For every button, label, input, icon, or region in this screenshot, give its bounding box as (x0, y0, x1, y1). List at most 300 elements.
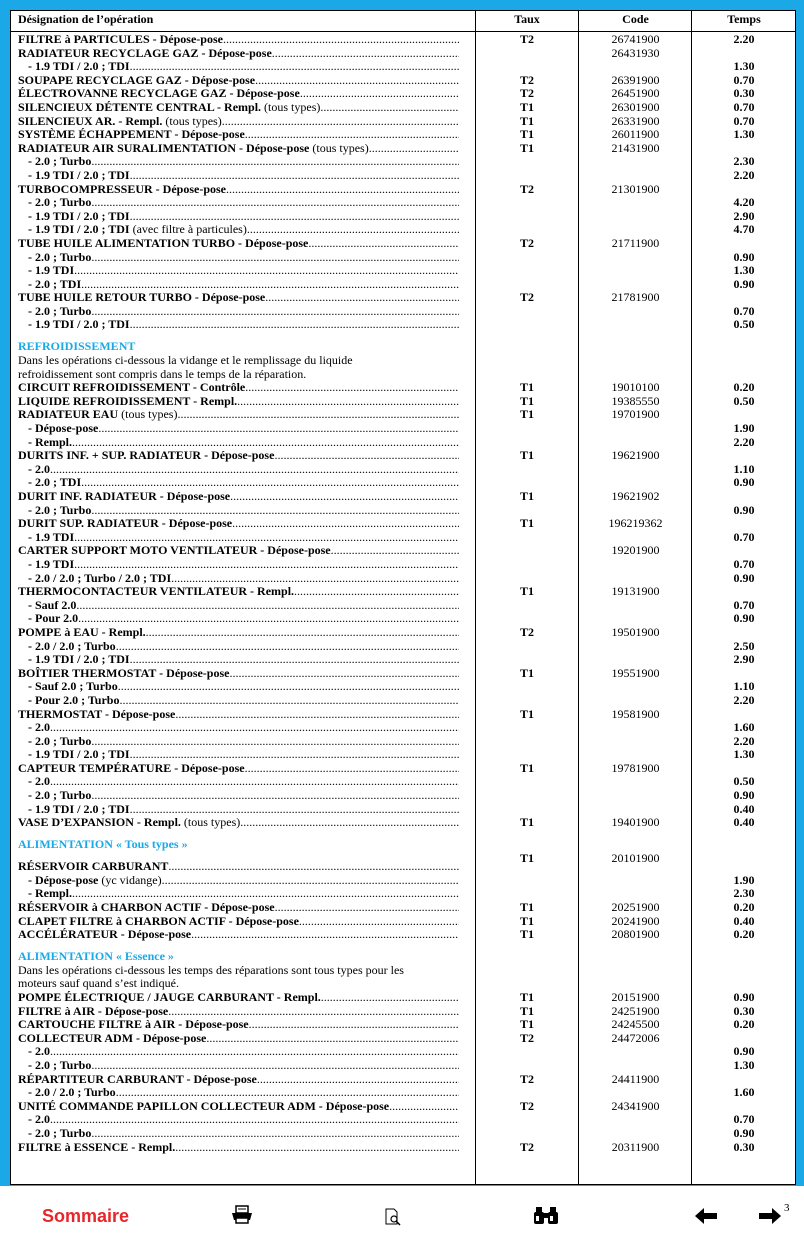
table-row (11, 463, 796, 477)
section-heading: REFROIDISSEMENT (18, 340, 136, 354)
operation-variant (28, 735, 459, 749)
sommaire-link[interactable]: Sommaire (42, 1206, 130, 1226)
operation-name (18, 395, 459, 409)
temps-cell: 0.20 (733, 927, 755, 942)
table-row (11, 572, 796, 586)
operation-label: - 1.9 TDI / 2.0 ; TDI (28, 748, 130, 762)
operation-name (18, 816, 459, 830)
temps-cell: 2.90 (733, 652, 755, 667)
code-cell: 19501900 (611, 624, 660, 639)
note-row (11, 368, 796, 382)
temps-cell: 1.30 (733, 127, 755, 142)
operation-label: - 1.9 TDI (28, 530, 75, 544)
operation-variant (28, 531, 459, 545)
operation-name (18, 626, 459, 640)
note-text: Dans les opérations ci-dessous les temps des réparations sont tous types pour les (18, 963, 404, 977)
table-row (11, 1141, 796, 1155)
operation-variant (28, 318, 459, 332)
operation-variant (28, 1059, 459, 1073)
temps-cell: 1.30 (733, 747, 755, 762)
operation-name (18, 291, 459, 305)
temps-cell: 1.90 (733, 421, 755, 436)
taux-cell: T2 (519, 181, 534, 196)
table-row (11, 680, 796, 694)
temps-cell: 2.30 (733, 886, 755, 901)
taux-cell: T1 (519, 665, 534, 680)
code-cell: 21431900 (611, 140, 660, 155)
table-row (11, 991, 796, 1005)
code-cell: 19131900 (611, 584, 660, 599)
table-row (11, 585, 796, 599)
table-row (11, 544, 796, 558)
temps-cell: 0.70 (733, 597, 755, 612)
operation-variant (28, 422, 459, 436)
operation-label: CAPTEUR TEMPÉRATURE - Dépose-pose (18, 761, 245, 775)
code-cell: 26451900 (611, 86, 660, 101)
operation-label: ACCÉLÉRATEUR - Dépose-pose (18, 928, 192, 942)
code-cell: 20801900 (611, 927, 660, 942)
table-row (11, 708, 796, 722)
operation-label: SYSTÈME ÉCHAPPEMENT - Dépose-pose (18, 128, 245, 142)
operation-label: DURIT SUP. RADIATEUR - Dépose-pose (18, 517, 233, 531)
table-row (11, 1073, 796, 1087)
temps-cell: 4.20 (733, 195, 755, 210)
operation-name (18, 1032, 459, 1046)
taux-cell: T2 (519, 290, 534, 305)
operation-label: RADIATEUR EAU (18, 408, 119, 422)
operation-label: - 2.0 (28, 1113, 50, 1127)
operation-label: SILENCIEUX DÉTENTE CENTRAL - Rempl. (18, 100, 262, 114)
code-cell: 26331900 (611, 113, 660, 128)
temps-cell: 2.20 (733, 32, 755, 46)
operation-variant (28, 476, 459, 490)
table-row (11, 1100, 796, 1114)
temps-cell: 0.90 (733, 502, 755, 517)
operation-variant (28, 680, 459, 694)
table-row (11, 517, 796, 531)
operation-label: - 2.0 (28, 775, 50, 789)
table-row (11, 531, 796, 545)
table-row (11, 667, 796, 681)
operation-label: RADIATEUR RECYCLAGE GAZ - Dépose-pose (18, 46, 272, 60)
table-row (11, 915, 796, 929)
operation-label: LIQUIDE REFROIDISSEMENT - Rempl. (18, 394, 238, 408)
operation-label: - Rempl. (28, 435, 72, 449)
operation-variant (28, 60, 459, 74)
operation-label: - 2.0 ; TDI (28, 476, 82, 490)
section-heading-row (11, 332, 796, 354)
temps-cell: 0.70 (733, 1112, 755, 1127)
note-row (11, 354, 796, 368)
temps-cell: 0.30 (733, 1139, 755, 1154)
operation-label: UNITÉ COMMANDE PAPILLON COLLECTEUR ADM - Dépose-pose (18, 1099, 390, 1113)
operation-label: - 1.9 TDI / 2.0 ; TDI (28, 60, 130, 74)
operation-label: - 2.0 (28, 462, 50, 476)
code-cell: 19401900 (611, 815, 660, 830)
table-row (11, 816, 796, 830)
taux-cell: T1 (519, 900, 534, 915)
operation-label: - 2.0 / 2.0 ; Turbo (28, 1086, 116, 1100)
code-cell: 20241900 (611, 913, 660, 928)
code-cell: 19621902 (611, 489, 660, 503)
operation-name (18, 585, 459, 599)
header-divider (11, 31, 795, 32)
table-row (11, 476, 796, 490)
arrow-right-icon[interactable] (758, 1208, 782, 1229)
operation-label: - Dépose-pose (28, 422, 99, 436)
search-document-icon[interactable] (384, 1208, 404, 1231)
taux-cell: T2 (519, 1098, 534, 1113)
operation-name (18, 667, 459, 681)
header-taux: Taux (514, 12, 540, 26)
code-cell: 24472006 (611, 1030, 660, 1045)
section-heading: ALIMENTATION « Essence » (18, 949, 174, 963)
operation-variant (28, 653, 459, 667)
operation-variant (28, 1086, 459, 1100)
operation-label: - 2.0 ; TDI (28, 277, 82, 291)
section-heading-row (11, 830, 796, 852)
operation-variant (28, 278, 459, 292)
code-cell: 19385550 (611, 393, 660, 408)
temps-cell: 0.90 (733, 475, 755, 490)
code-cell: 24245500 (611, 1017, 660, 1032)
table-row (11, 626, 796, 640)
operation-label: TUBE HUILE ALIMENTATION TURBO - Dépose-pose (18, 236, 309, 250)
table-row (11, 155, 796, 169)
table-row (11, 237, 796, 251)
taux-cell: T1 (519, 1017, 534, 1032)
temps-cell: 2.90 (733, 208, 755, 223)
temps-cell: 1.10 (733, 679, 755, 694)
operation-name (18, 1018, 459, 1032)
temps-cell: 1.30 (733, 59, 755, 74)
table-row (11, 196, 796, 210)
temps-cell: 1.90 (733, 872, 755, 887)
header-operation: Désignation de l’opération (18, 12, 154, 26)
taux-cell: T1 (519, 393, 534, 408)
taux-cell: T1 (519, 927, 534, 942)
operation-label: - 2.0 / 2.0 ; Turbo (28, 639, 116, 653)
page-number: 3 (784, 1202, 790, 1214)
operation-name (18, 1100, 459, 1114)
table-row (11, 653, 796, 667)
temps-cell: 0.90 (733, 570, 755, 585)
code-cell: 21711900 (611, 235, 660, 250)
table-row (11, 735, 796, 749)
table-row (11, 291, 796, 305)
operation-note: (avec filtre à particules) (132, 223, 247, 237)
operation-variant (28, 887, 459, 901)
table-row (11, 128, 796, 142)
operation-label: - 1.9 TDI / 2.0 ; TDI (28, 802, 130, 816)
operation-name (18, 762, 459, 776)
taux-cell: T2 (519, 86, 534, 101)
taux-cell: T2 (519, 1030, 534, 1045)
temps-cell: 2.20 (733, 692, 755, 707)
section-heading: ALIMENTATION « Tous types » (18, 837, 188, 851)
operation-label: - 2.0 / 2.0 ; Turbo / 2.0 ; TDI (28, 571, 172, 585)
operation-label: - 2.0 ; Turbo (28, 155, 92, 169)
table-row (11, 748, 796, 762)
code-cell: 26431930 (611, 45, 660, 60)
temps-cell: 0.70 (733, 99, 755, 114)
operation-label: - 2.0 ; Turbo (28, 250, 92, 264)
navigation-bar (0, 1186, 804, 1238)
taux-cell: T1 (519, 760, 534, 775)
table-row (11, 490, 796, 504)
table-row (11, 1045, 796, 1059)
table-row (11, 210, 796, 224)
table-row (11, 449, 796, 463)
operation-name (18, 142, 459, 156)
operation-name (18, 101, 459, 115)
temps-cell: 0.40 (733, 815, 755, 830)
operation-name (18, 183, 459, 197)
table-row (11, 183, 796, 197)
operation-label: - Pour 2.0 ; Turbo (28, 693, 120, 707)
operation-label: - 1.9 TDI / 2.0 ; TDI (28, 318, 130, 332)
table-row (11, 803, 796, 817)
taux-cell: T1 (519, 913, 534, 928)
table-row (11, 1005, 796, 1019)
operation-variant (28, 463, 459, 477)
temps-cell: 0.40 (733, 913, 755, 928)
taux-cell: T2 (519, 235, 534, 250)
operation-label: - 2.0 ; Turbo (28, 503, 92, 517)
code-cell: 20251900 (611, 900, 660, 915)
operation-variant (28, 1045, 459, 1059)
operation-label: - 1.9 TDI / 2.0 ; TDI (28, 223, 130, 237)
operation-label: - Dépose-pose (28, 873, 99, 887)
temps-cell: 0.50 (733, 774, 755, 789)
operation-name (18, 1073, 459, 1087)
temps-cell: 0.50 (733, 393, 755, 408)
table-row (11, 436, 796, 450)
taux-cell: T1 (519, 448, 534, 463)
operation-label: - 2.0 ; Turbo (28, 1126, 92, 1140)
temps-cell: 2.30 (733, 154, 755, 169)
operation-label: - 1.9 TDI / 2.0 ; TDI (28, 168, 130, 182)
table-row (11, 928, 796, 942)
operation-note: (tous types) (121, 408, 178, 422)
temps-cell: 0.30 (733, 86, 755, 101)
taux-cell: T1 (519, 990, 534, 1004)
table-row (11, 251, 796, 265)
temps-cell: 0.90 (733, 788, 755, 803)
table-row (11, 1127, 796, 1141)
table-row (11, 381, 796, 395)
temps-cell: 0.70 (733, 113, 755, 128)
operation-variant (28, 694, 459, 708)
operation-label: - 2.0 ; Turbo (28, 304, 92, 318)
temps-cell: 1.10 (733, 461, 755, 476)
binoculars-icon[interactable] (532, 1206, 560, 1231)
operation-variant (28, 803, 459, 817)
operation-label: TURBOCOMPRESSEUR - Dépose-pose (18, 182, 227, 196)
table-row (11, 60, 796, 74)
operation-name (18, 33, 459, 47)
operation-variant (28, 1113, 459, 1127)
operation-label: - Rempl. (28, 887, 72, 901)
table-row (11, 887, 796, 901)
operation-variant (28, 504, 459, 518)
operation-variant (28, 196, 459, 210)
temps-cell: 0.50 (733, 317, 755, 332)
table-row (11, 1086, 796, 1100)
code-cell: 19010100 (611, 380, 660, 395)
taux-cell: T2 (519, 1071, 534, 1086)
taux-cell: T1 (519, 489, 534, 503)
table-row (11, 169, 796, 183)
code-cell: 24341900 (611, 1098, 660, 1113)
operation-variant (28, 155, 459, 169)
temps-cell: 0.20 (733, 900, 755, 915)
note-text: Dans les opérations ci-dessous la vidange et le remplissage du liquide (18, 354, 353, 368)
operation-label: FILTRE à PARTICULES - Dépose-pose (18, 33, 223, 46)
operation-label: RADIATEUR AIR SURALIMENTATION - Dépose-pose (18, 141, 310, 155)
temps-cell: 2.20 (733, 733, 755, 748)
operation-name (18, 128, 459, 142)
operation-label: CLAPET FILTRE à CHARBON ACTIF - Dépose-pose (18, 914, 299, 928)
operation-name (18, 928, 459, 942)
taux-cell: T1 (519, 407, 534, 422)
operation-label: DURIT INF. RADIATEUR - Dépose-pose (18, 490, 231, 503)
table-row (11, 318, 796, 332)
operation-variant (28, 775, 459, 789)
code-cell: 19701900 (611, 407, 660, 422)
temps-cell: 0.70 (733, 556, 755, 571)
table-row (11, 101, 796, 115)
operation-label: DURITS INF. + SUP. RADIATEUR - Dépose-pose (18, 449, 275, 463)
operation-variant (28, 612, 459, 626)
operation-variant (28, 210, 459, 224)
taux-cell: T1 (519, 99, 534, 114)
operation-note: (tous types) (264, 100, 321, 114)
operation-label: - 2.0 (28, 1045, 50, 1059)
operation-variant (28, 640, 459, 654)
operation-note: (tous types) (165, 114, 222, 128)
table-row (11, 264, 796, 278)
taux-cell: T1 (519, 815, 534, 830)
table-row (11, 47, 796, 61)
operation-label: - 1.9 TDI (28, 264, 75, 278)
code-cell: 21781900 (611, 290, 660, 305)
operation-variant (28, 223, 459, 237)
operation-name (18, 991, 459, 1005)
code-cell: 19581900 (611, 706, 660, 721)
operation-label: POMPE ÉLECTRIQUE / JAUGE CARBURANT - Rempl. (18, 991, 321, 1004)
operation-name (18, 115, 459, 129)
operation-name (18, 915, 459, 929)
table-row (11, 694, 796, 708)
table-row (11, 1113, 796, 1127)
operation-label: - Pour 2.0 (28, 612, 79, 626)
note-text: refroidissement sont compris dans le temps de la réparation. (18, 367, 307, 381)
code-cell: 20151900 (611, 990, 660, 1004)
table-row (11, 762, 796, 776)
code-cell: 19621900 (611, 448, 660, 463)
taux-cell: T1 (519, 584, 534, 599)
operation-variant (28, 599, 459, 613)
table-row (11, 874, 796, 888)
operation-name (18, 449, 459, 463)
operation-label: TUBE HUILE RETOUR TURBO - Dépose-pose (18, 291, 266, 305)
operation-label: - 2.0 ; Turbo (28, 789, 92, 803)
temps-cell: 0.90 (733, 276, 755, 291)
operation-label: FILTRE à ESSENCE - Rempl. (18, 1140, 176, 1154)
operation-label: THERMOSTAT - Dépose-pose (18, 707, 176, 721)
operation-name (18, 544, 459, 558)
taux-cell: T1 (519, 113, 534, 128)
table-row (11, 87, 796, 101)
code-cell: 19201900 (611, 543, 660, 558)
temps-cell: 0.20 (733, 380, 755, 395)
code-cell: 20311900 (611, 1139, 660, 1154)
operation-name (18, 87, 459, 101)
table-row (11, 599, 796, 613)
operation-variant (28, 558, 459, 572)
taux-cell: T1 (519, 380, 534, 395)
temps-cell: 0.70 (733, 72, 755, 87)
operation-variant (28, 748, 459, 762)
taux-cell: T2 (519, 32, 534, 46)
table-row (11, 504, 796, 518)
table-row (11, 278, 796, 292)
table-row (11, 1018, 796, 1032)
code-cell: 21301900 (611, 181, 660, 196)
operations-table (11, 33, 796, 1154)
temps-cell: 0.40 (733, 801, 755, 816)
operation-label: - 2.0 ; Turbo (28, 734, 92, 748)
operation-label: VASE D’EXPANSION - Rempl. (18, 816, 181, 830)
operation-name (18, 860, 459, 874)
operation-label: - Sauf 2.0 (28, 598, 77, 612)
taux-cell: T2 (519, 1139, 534, 1154)
table-row (11, 901, 796, 915)
operation-name (18, 517, 459, 531)
taux-cell: T2 (519, 72, 534, 87)
taux-cell: T1 (519, 1003, 534, 1018)
operation-variant (28, 721, 459, 735)
taux-cell: T2 (519, 624, 534, 639)
operation-label: BOÎTIER THERMOSTAT - Dépose-pose (18, 666, 230, 680)
printer-icon[interactable] (230, 1205, 254, 1230)
operation-label: - 2.0 ; Turbo (28, 196, 92, 210)
temps-cell: 1.60 (733, 1085, 755, 1100)
arrow-left-icon[interactable] (694, 1208, 718, 1229)
operation-variant (28, 305, 459, 319)
temps-cell: 0.20 (733, 1017, 755, 1032)
temps-cell: 1.30 (733, 263, 755, 278)
taux-cell: T1 (519, 140, 534, 155)
note-row (11, 964, 796, 978)
operation-variant (28, 572, 459, 586)
operation-variant (28, 169, 459, 183)
operation-variant (28, 436, 459, 450)
operation-name (18, 1141, 459, 1155)
temps-cell: 0.70 (733, 529, 755, 544)
taux-cell: T1 (519, 127, 534, 142)
code-cell: 26011900 (611, 127, 660, 142)
table-row (11, 558, 796, 572)
temps-cell: 0.90 (733, 1044, 755, 1059)
operation-label: SILENCIEUX AR. - Rempl. (18, 114, 163, 128)
table-row (11, 223, 796, 237)
operation-label: SOUPAPE RECYCLAGE GAZ - Dépose-pose (18, 73, 256, 87)
operation-variant (28, 264, 459, 278)
operation-name (18, 901, 459, 915)
temps-cell: 0.90 (733, 1125, 755, 1140)
